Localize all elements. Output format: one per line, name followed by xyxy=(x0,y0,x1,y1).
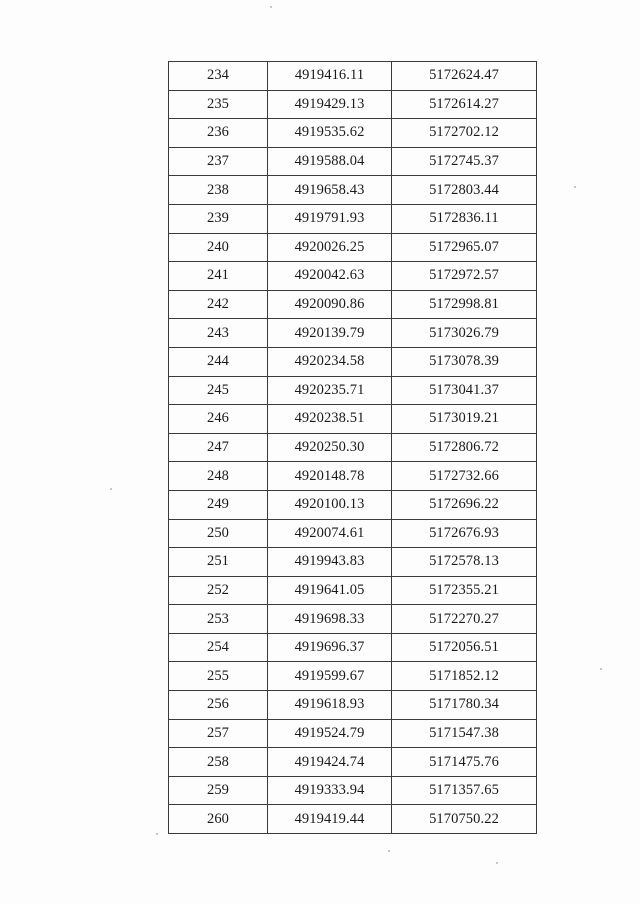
point-number-cell: 236 xyxy=(169,119,268,148)
table-row xyxy=(169,719,537,748)
x-coordinate-cell: 4919698.33 xyxy=(268,605,392,634)
x-coordinate-cell: 4920139.79 xyxy=(268,319,392,348)
x-coordinate-cell: 4919429.13 xyxy=(268,90,392,119)
y-coordinate-cell: 5172965.07 xyxy=(392,233,537,262)
y-coordinate-cell: 5172803.44 xyxy=(392,176,537,205)
point-number-cell: 235 xyxy=(169,90,268,119)
table-row xyxy=(169,147,537,176)
y-coordinate-cell: 5171547.38 xyxy=(392,719,537,748)
point-number-cell: 241 xyxy=(169,262,268,291)
point-number-cell: 237 xyxy=(169,147,268,176)
point-number-cell: 245 xyxy=(169,376,268,405)
y-coordinate-cell: 5172836.11 xyxy=(392,204,537,233)
point-number-cell: 257 xyxy=(169,719,268,748)
y-coordinate-cell: 5172676.93 xyxy=(392,519,537,548)
table-row xyxy=(169,262,537,291)
y-coordinate-cell: 5173078.39 xyxy=(392,347,537,376)
y-coordinate-cell: 5172806.72 xyxy=(392,433,537,462)
table-row xyxy=(169,62,537,91)
table-row xyxy=(169,204,537,233)
point-number-cell: 249 xyxy=(169,490,268,519)
y-coordinate-cell: 5172745.37 xyxy=(392,147,537,176)
point-number-cell: 234 xyxy=(169,62,268,91)
x-coordinate-cell: 4920042.63 xyxy=(268,262,392,291)
scan-speck xyxy=(600,668,602,670)
x-coordinate-cell: 4919424.74 xyxy=(268,748,392,777)
y-coordinate-cell: 5171852.12 xyxy=(392,662,537,691)
x-coordinate-cell: 4920235.71 xyxy=(268,376,392,405)
x-coordinate-cell: 4919618.93 xyxy=(268,691,392,720)
table-row xyxy=(169,776,537,805)
x-coordinate-cell: 4920250.30 xyxy=(268,433,392,462)
point-number-cell: 253 xyxy=(169,605,268,634)
y-coordinate-cell: 5172056.51 xyxy=(392,633,537,662)
x-coordinate-cell: 4920238.51 xyxy=(268,405,392,434)
x-coordinate-cell: 4920090.86 xyxy=(268,290,392,319)
point-number-cell: 256 xyxy=(169,691,268,720)
point-number-cell: 248 xyxy=(169,462,268,491)
table-row xyxy=(169,605,537,634)
y-coordinate-cell: 5171357.65 xyxy=(392,776,537,805)
y-coordinate-cell: 5172696.22 xyxy=(392,490,537,519)
x-coordinate-cell: 4919419.44 xyxy=(268,805,392,834)
table-row xyxy=(169,119,537,148)
y-coordinate-cell: 5172732.66 xyxy=(392,462,537,491)
x-coordinate-cell: 4919524.79 xyxy=(268,719,392,748)
y-coordinate-cell: 5170750.22 xyxy=(392,805,537,834)
scan-speck xyxy=(110,488,112,490)
table-row xyxy=(169,319,537,348)
point-number-cell: 255 xyxy=(169,662,268,691)
scan-speck xyxy=(574,186,576,188)
point-number-cell: 251 xyxy=(169,548,268,577)
point-number-cell: 242 xyxy=(169,290,268,319)
y-coordinate-cell: 5171475.76 xyxy=(392,748,537,777)
table-row xyxy=(169,519,537,548)
point-number-cell: 258 xyxy=(169,748,268,777)
point-number-cell: 254 xyxy=(169,633,268,662)
x-coordinate-cell: 4920148.78 xyxy=(268,462,392,491)
table-row xyxy=(169,691,537,720)
point-number-cell: 243 xyxy=(169,319,268,348)
x-coordinate-cell: 4920026.25 xyxy=(268,233,392,262)
x-coordinate-cell: 4919658.43 xyxy=(268,176,392,205)
y-coordinate-cell: 5172972.57 xyxy=(392,262,537,291)
table-row xyxy=(169,90,537,119)
table-row xyxy=(169,376,537,405)
table-row xyxy=(169,548,537,577)
y-coordinate-cell: 5172578.13 xyxy=(392,548,537,577)
point-number-cell: 250 xyxy=(169,519,268,548)
table-row xyxy=(169,290,537,319)
x-coordinate-cell: 4919416.11 xyxy=(268,62,392,91)
table-row xyxy=(169,805,537,834)
scan-speck xyxy=(270,6,272,8)
point-number-cell: 252 xyxy=(169,576,268,605)
point-number-cell: 244 xyxy=(169,347,268,376)
table-row xyxy=(169,748,537,777)
scan-speck xyxy=(496,862,498,864)
y-coordinate-cell: 5172702.12 xyxy=(392,119,537,148)
table-row xyxy=(169,347,537,376)
point-number-cell: 247 xyxy=(169,433,268,462)
table-row xyxy=(169,490,537,519)
x-coordinate-cell: 4919535.62 xyxy=(268,119,392,148)
y-coordinate-cell: 5171780.34 xyxy=(392,691,537,720)
coordinate-table xyxy=(168,61,537,834)
table-row xyxy=(169,176,537,205)
y-coordinate-cell: 5173026.79 xyxy=(392,319,537,348)
point-number-cell: 239 xyxy=(169,204,268,233)
point-number-cell: 246 xyxy=(169,405,268,434)
table-row xyxy=(169,633,537,662)
x-coordinate-cell: 4919791.93 xyxy=(268,204,392,233)
point-number-cell: 260 xyxy=(169,805,268,834)
x-coordinate-cell: 4920100.13 xyxy=(268,490,392,519)
y-coordinate-cell: 5172355.21 xyxy=(392,576,537,605)
y-coordinate-cell: 5172614.27 xyxy=(392,90,537,119)
x-coordinate-cell: 4919696.37 xyxy=(268,633,392,662)
x-coordinate-cell: 4919641.05 xyxy=(268,576,392,605)
x-coordinate-cell: 4920074.61 xyxy=(268,519,392,548)
y-coordinate-cell: 5173041.37 xyxy=(392,376,537,405)
coordinate-table-body xyxy=(169,62,537,834)
table-row xyxy=(169,576,537,605)
point-number-cell: 240 xyxy=(169,233,268,262)
y-coordinate-cell: 5172624.47 xyxy=(392,62,537,91)
table-row xyxy=(169,405,537,434)
x-coordinate-cell: 4919599.67 xyxy=(268,662,392,691)
scan-speck xyxy=(156,833,158,835)
table-row xyxy=(169,662,537,691)
scan-speck xyxy=(388,850,390,852)
table-row xyxy=(169,233,537,262)
point-number-cell: 259 xyxy=(169,776,268,805)
y-coordinate-cell: 5172270.27 xyxy=(392,605,537,634)
x-coordinate-cell: 4920234.58 xyxy=(268,347,392,376)
y-coordinate-cell: 5172998.81 xyxy=(392,290,537,319)
x-coordinate-cell: 4919943.83 xyxy=(268,548,392,577)
point-number-cell: 238 xyxy=(169,176,268,205)
table-row xyxy=(169,433,537,462)
table-row xyxy=(169,462,537,491)
x-coordinate-cell: 4919588.04 xyxy=(268,147,392,176)
x-coordinate-cell: 4919333.94 xyxy=(268,776,392,805)
y-coordinate-cell: 5173019.21 xyxy=(392,405,537,434)
